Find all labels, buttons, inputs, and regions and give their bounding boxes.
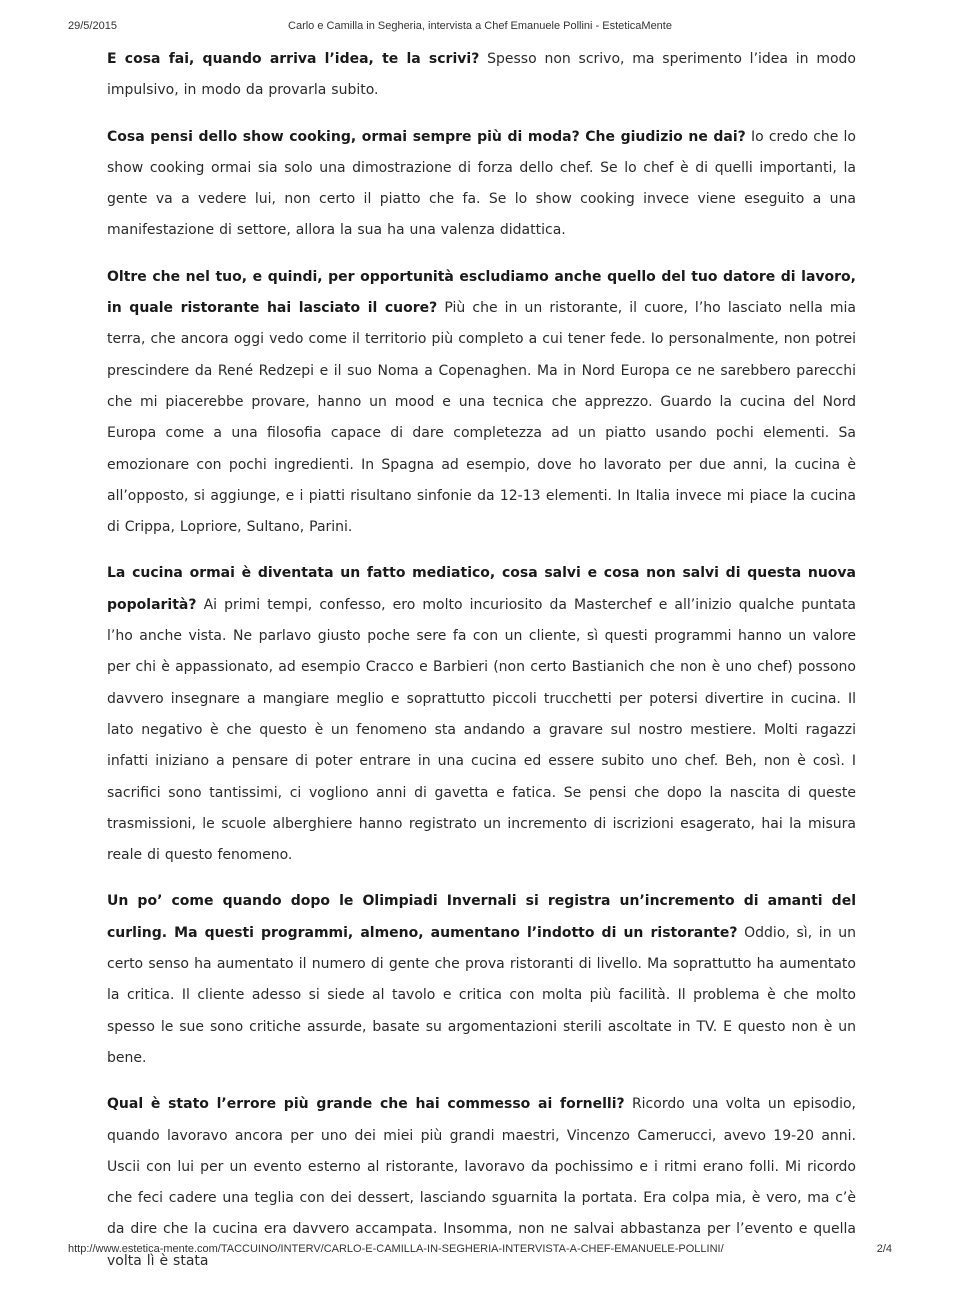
print-footer <box>68 1243 892 1259</box>
print-date: 29/5/2015 <box>68 20 117 32</box>
question-text: Oltre che nel tuo, e quindi, per opportunità escludiamo anche quello del tuo datore di lavoro, in quale ristorante hai lasciato il cuore? <box>107 268 856 317</box>
qa-paragraph <box>107 886 856 1074</box>
question-text: E cosa fai, quando arriva l’idea, te la scrivi? <box>107 51 480 67</box>
answer-text: Oddio, sì, in un certo senso ha aumentato il numero di gente che prova ristoranti di livello. Ma soprattutto ha aumentato la critica. Il cliente adesso si siede al tavolo e critica con molta più facilità. Il problema è che molto spesso le sue sono critiche assurde, basate su argomentazioni sterili ascoltate in TV. E questo non è un bene. <box>107 924 856 1066</box>
print-header <box>68 20 892 36</box>
qa-paragraph <box>107 44 856 107</box>
interview-article <box>107 44 856 1292</box>
answer-text: Ricordo una volta un episodio, quando lavoravo ancora per uno dei miei più grandi maestri, Vincenzo Camerucci, avevo 19-20 anni. Uscii con lui per un evento esterno al ristorante, lavoravo da pochissimo e i ritmi erano folli. Mi ricordo che feci cadere una teglia con dei dessert, lasciando sguarnita la portata. Era colpa mia, è vero, ma c’è da dire che la cucina era davvero accampata. Insomma, non ne salvai abbastanza per l’evento e quella volta lì è stata <box>107 1096 856 1269</box>
qa-paragraph <box>107 262 856 544</box>
page-number: 2/4 <box>876 1243 892 1255</box>
page-url: http://www.estetica-mente.com/TACCUINO/INTERV/CARLO-E-CAMILLA-IN-SEGHERIA-INTERVISTA-A-CHEF-EMANUELE-POLLINI/ <box>68 1243 724 1255</box>
question-text: Un po’ come quando dopo le Olimpiadi Invernali si registra un’incremento di amanti del curling. Ma questi programmi, almeno, aumentano l’indotto di un ristorante? <box>107 893 856 941</box>
answer-text: Più che in un ristorante, il cuore, l’ho lasciato nella mia terra, che ancora oggi vedo come il territorio più completo a cui tener fede. Io personalmente, non potrei prescindere da René Redzepi e il suo Noma a Copenaghen. Ma in Nord Europa ce ne sarebbero parecchi che mi piacerebbe provare, hanno un mood e una tecnica che apprezzo. Guardo la cucina del Nord Europa come a una filosofia capace di dare completezza ad un piatto usando pochi elementi. Sa emozionare con pochi ingredienti. In Spagna ad esempio, dove ho lavorato per due anni, la cucina è all’opposto, si aggiunge, e i piatti risultano sinfonie da 12-13 elementi. In Italia invece mi piace la cucina di Crippa, Lopriore, Sultano, Parini. <box>107 300 856 536</box>
answer-text: Io credo che lo show cooking ormai sia solo una dimostrazione di forza dello chef. Se lo chef è di quelli importanti, la gente va a vedere lui, non certo il piatto che fa. Se lo show cooking invece viene eseguito a una manifestazione di settore, allora la sua ha una valenza didattica. <box>107 128 856 239</box>
answer-text: Spesso non scrivo, ma sperimento l’idea in modo impulsivo, in modo da provarla subito. <box>107 51 856 99</box>
qa-paragraph <box>107 122 856 247</box>
question-text: Cosa pensi dello show cooking, ormai sempre più di moda? Che giudizio ne dai? <box>107 128 746 145</box>
answer-text: Ai primi tempi, confesso, ero molto incuriosito da Masterchef e all’inizio qualche puntata l’ho anche vista. Ne parlavo giusto poche sere fa con un cliente, sì questi programmi hanno un valore per chi è appassionato, ad esempio Cracco e Barbieri (non certo Bastianich che non è uno chef) possono davvero insegnare a mangiare meglio e soprattutto piccoli trucchetti per potersi divertire in cucina. Il lato negativo è che questo è un fenomeno sta andando a gravare sul nostro mestiere. Molti ragazzi infatti iniziano a pensare di poter entrare in una cucina ed essere subito uno chef. Beh, non è così. I sacrifici sono tantissimi, ci vogliono anni di gavetta e fatica. Se pensi che dopo la nascita di queste trasmissioni, le scuole alberghiere hanno registrato un incremento di iscrizioni esagerato, hai la misura reale di questo fenomeno. <box>107 596 857 864</box>
question-text: Qual è stato l’errore più grande che hai commesso ai fornelli? <box>107 1096 625 1113</box>
page-title: Carlo e Camilla in Segheria, intervista a Chef Emanuele Pollini - EsteticaMente <box>288 20 672 32</box>
question-text: La cucina ormai è diventata un fatto mediatico, cosa salvi e cosa non salvi di questa nuova popolarità? <box>107 565 856 613</box>
qa-paragraph <box>107 558 856 871</box>
